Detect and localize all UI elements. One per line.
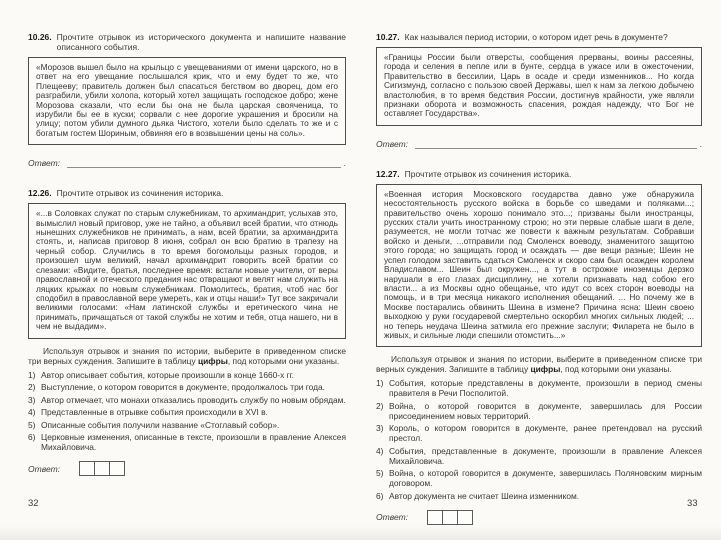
task-instruction-12-26 [28,346,346,366]
answer-label: Ответ: [376,138,409,149]
answer-line-end: . [699,138,702,149]
answer-label: Ответ: [376,512,409,523]
question-number: 12.27. [376,168,400,179]
answer-cell [95,461,110,476]
option-text: Автор описывает события, которые произошли в конце 1660-х гг. [41,369,295,380]
quote-text: «Границы России были отверсты, сообщения прерваны, воины рассеяны, города и селения в пепле или в бунте, сердца в ужасе или в ожесточении, Правительство в бессилии, Царь в осаде и среди изменников... Но когда Сигизмунд, согласно с пользою своей Державы, шел к нам за легкою добычею властолюбия, в то время бедствия России, достигнув крайности, уже являли признаки оборота и возможность спасения, рождая надежду, что Бог не оставляет Государства». [384,52,694,119]
option-5 [376,468,702,488]
instruction-bold: цифры [530,364,561,375]
task-instruction-12-27 [376,354,702,374]
source-quote-box-10-26 [28,57,346,145]
page-left [28,32,346,476]
answer-cell [458,510,473,525]
option-4 [376,446,702,466]
option-1 [28,370,346,380]
option-text: Выступление, о котором говорится в документе, продолжалось три года. [41,382,325,393]
question-prompt: Прочтите отрывок из исторического документа и напишите название описанного события. [56,32,346,52]
option-text: Война, о которой говорится в документе, завершилась Поляновским мирным договором. [389,468,702,489]
option-text: События, представленные в документе, произошли в правление Алексея Михайловича. [389,445,702,466]
option-3 [28,395,346,405]
page-bottom-shadow [0,526,721,540]
option-3 [376,423,702,443]
answer-write-line-10-27 [376,139,702,149]
option-text: Описанные события получили название «Стоглавый собор». [41,419,280,430]
option-number: 1) [28,369,36,380]
question-number: 12.26. [28,188,52,199]
options-list-12-27 [376,378,702,501]
answer-rule [67,158,341,168]
option-number: 3) [376,423,384,434]
instruction-pre: Используя отрывок и знания по истории, выберите в приведенном списке три верных суждения. Запишите в таблицу [28,345,346,366]
option-text: Представленные в отрывке события происходили в XVI в. [41,407,268,418]
question-header-12-26 [28,188,346,198]
answer-cell [79,461,95,476]
answer-label: Ответ: [28,463,61,474]
instruction-bold: цифры [197,355,228,366]
answer-grid-12-27 [376,510,702,525]
question-header-12-27 [376,169,702,179]
option-number: 3) [28,394,36,405]
quote-text: «...в Соловках служат по старым служебникам, то архимандрит, услыхав это, вымыслил новый приговор, уже не тайно, а объявил всей братии, что отнюдь нынешних служебников не принимать, а нам, всей братии, за архимандрита стоять, и, написав приговор 8 июня, собрал он всю братию в трапезу на черный собор. Случились в то время богомольцы разных городов, и произошел шум великий, начал архимандрит говорить всей братии со слезами: «Видите, братья, последнее время: встали новые учители, от веры православной и отеческого предания нас отвращают и велят нам служить на ляцких крыжах по новым служебникам. Помолитесь, братия, чтоб нас бог сподобил в православной вере умереть, как и отцы наши!» Тут все закричали великими голосами: «Нам латинской службы и еретического чина не принимать, причащаться от такой службы не хотим и тебя, отца нашего, ни в чем не выдадим». [36,208,338,332]
option-number: 4) [28,407,36,418]
options-list-12-26 [28,370,346,453]
option-number: 5) [28,419,36,430]
option-2 [28,382,346,392]
instruction-post: , под которыми они указаны. [227,355,340,366]
question-prompt: Как назывался период истории, о котором идет речь в документе? [404,32,668,42]
source-quote-box-12-26 [28,203,346,338]
option-number: 2) [376,400,384,411]
question-prompt: Прочтите отрывок из сочинения историка. [56,188,224,199]
option-text: События, которые представлены в документе, произошли в период смены правителя в Речи Посполитой. [389,378,702,399]
answer-cell [110,461,125,476]
question-prompt: Прочтите отрывок из сочинения историка. [404,168,572,179]
answer-grid-12-26 [28,461,346,476]
option-number: 1) [376,378,384,389]
option-text: Автор документа не считает Шеина изменником. [389,490,580,501]
answer-line-end: . [343,158,346,169]
quote-text: «Военная история Московского государства давно уже обнаружила несостоятельность русского войска в борьбе со шведами и поляками...; правительство очень хорошо понимало это...; призваны были иностранцы, русских стали учить иностранному строю; но эти первые слабые шаги в деле, разумеется, не могли тотчас же повести к важным результатам. Собравши войско и деньги, ...отправили под Смоленск воеводу, знаменитого защитою этого города; но защищать город и осаждать — две вещи разные; Шеин не успел голодом заставить сдаться Смоленск и скоро сам был осажден королем Владиславом... Шеин был окружен..., а тут в острожке иноземцы дерзко нарушали в его глазах дисциплину, не хотели признавать над собою его власти... а из Москвы одно обещанье, что идут со всех сторон воеводы на помощь, и в три месяца никакого исполнения обещаний. ... Но почему же в Москве постарались обвинить Шеина в измене? Причина ясна: Шеин своею выходкою у руки государевой смертельно оскорбил многих сильных людей; ... но теперь неудача Шеина затмила его прежние заслуги; Филарета не было в живых, и сильные люди спешили отомстить...» [384,188,694,340]
option-number: 6) [28,432,36,443]
option-1 [376,378,702,398]
option-2 [376,401,702,421]
page-number-right: 33 [687,498,698,509]
answer-label: Ответ: [28,158,61,169]
option-text: Король, о котором говорится в документе, ранее претендовал на русский престол. [389,423,702,444]
instruction-post: , под которыми они указаны. [560,364,672,375]
option-6 [376,491,702,501]
question-number: 10.27. [376,32,400,42]
instruction-pre: Используя отрывок и знания по истории, выберите в приведенном списке три верных суждения. Запишите в таблицу [376,354,702,375]
option-number: 5) [376,468,384,479]
answer-rule [415,139,697,149]
answer-cells [79,461,125,476]
question-number: 10.26. [28,32,52,42]
source-quote-box-10-27 [376,47,702,126]
option-number: 2) [28,382,36,393]
option-6 [28,432,346,452]
option-text: Церковные изменения, описанные в тексте, произошли в правление Алексея Михайловича. [41,432,346,453]
option-text: Война, о которой говорится в документе, завершилась для России присоединением новых территорий. [389,400,702,421]
quote-text: «Морозов вышел было на крыльцо с увещеваниями от имени царского, но в ответ на его увещание послышался крик, что и ему будет то же, что Плещееву; правитель должен был спасаться бегством во дворец, дом его разграбили, убили холопа, который хотел защищать господское добро; жене Морозова сказали, что если бы она не была царская свояченица, то изрубили бы ее в куски; сорвали с нее дорогие украшения и бросили на улицу; потом убили думного дьяка Чистого, хотели было сделать то же и с богатым гостем Шориным, обвиняя его в возвышении цены на соль». [36,62,338,138]
answer-cells [427,510,473,525]
source-quote-box-12-27 [376,184,702,348]
option-number: 4) [376,445,384,456]
question-header-10-26 [28,32,346,52]
option-text: Автор отмечает, что монахи отказались проводить службу по новым обрядам. [41,394,346,405]
answer-cell [443,510,458,525]
option-number: 6) [376,490,384,501]
question-header-10-27 [376,32,702,42]
page-number-left: 32 [28,498,39,509]
answer-cell [427,510,443,525]
option-5 [28,420,346,430]
answer-write-line-10-26 [28,158,346,168]
option-4 [28,407,346,417]
page-right [376,32,702,525]
